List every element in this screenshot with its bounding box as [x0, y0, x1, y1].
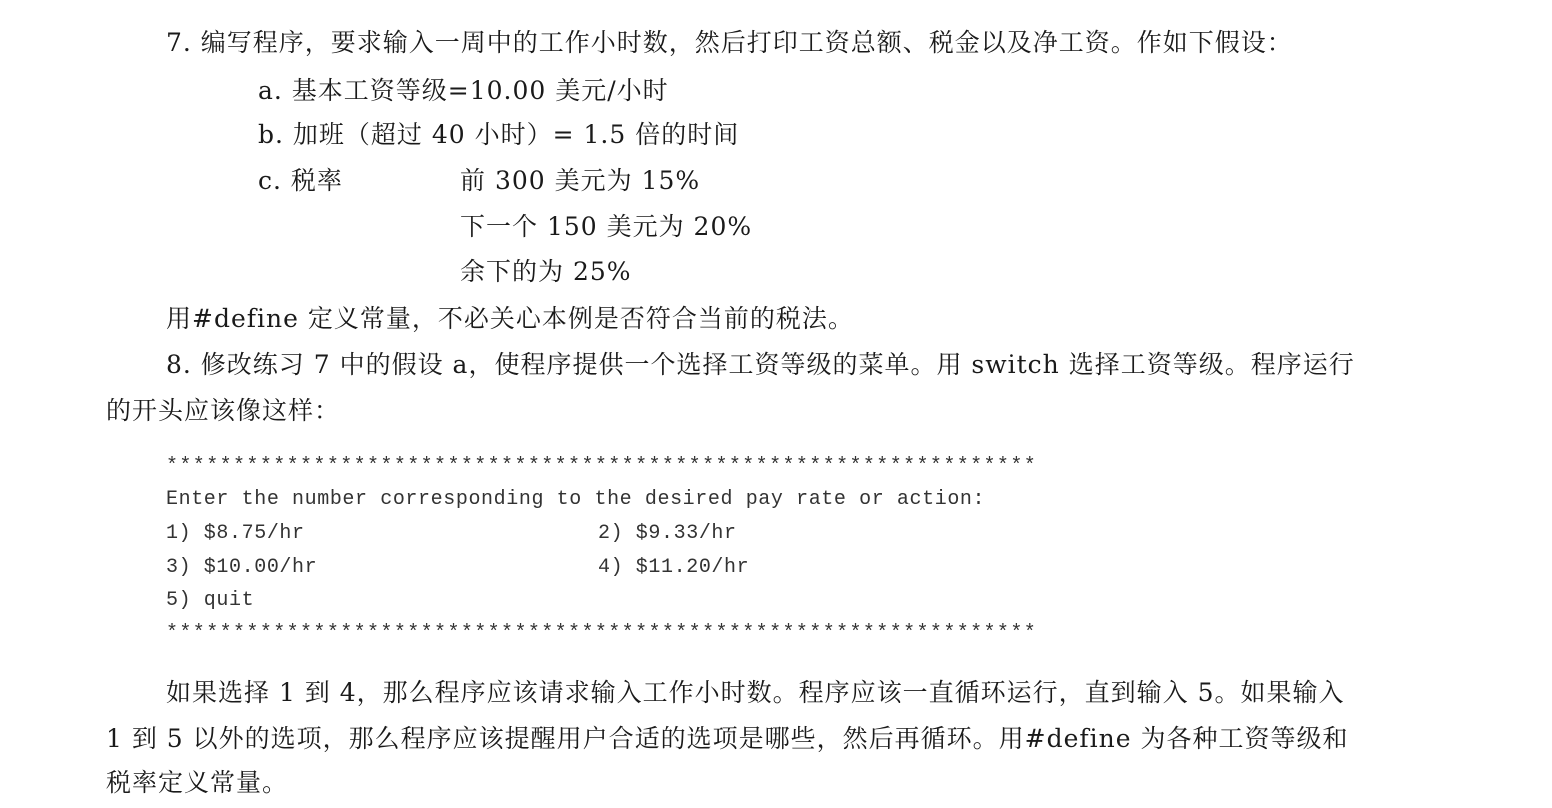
menu-option-5: 5) quit	[166, 589, 255, 612]
closing-line-3: 税率定义常量。	[106, 768, 289, 797]
menu-option-3: 3) $10.00/hr	[166, 556, 318, 579]
assumption-c-label: c. 税率	[258, 166, 343, 195]
menu-prompt: Enter the number corresponding to the desired pay rate or action:	[166, 488, 986, 511]
exercise-8-line-1: 8. 修改练习 7 中的假设 a，使程序提供一个选择工资等级的菜单。用 switch 选择工资等级。程序运行	[166, 350, 1355, 379]
exercise-7-intro: 7. 编写程序，要求输入一周中的工作小时数，然后打印工资总额、税金以及净工资。作如下假设：	[166, 28, 1293, 57]
menu-option-4: 4) $11.20/hr	[598, 556, 750, 579]
exercise-8-line-2: 的开头应该像这样：	[106, 396, 341, 425]
assumption-a: a. 基本工资等级=10.00 美元/小时	[258, 76, 669, 105]
closing-line-1: 如果选择 1 到 4，那么程序应该请求输入工作小时数。程序应该一直循环运行，直到输入 5。如果输入	[166, 678, 1345, 707]
menu-border-bottom: *****************************************************************	[166, 622, 1038, 645]
tax-rate-3: 余下的为 25%	[460, 257, 632, 286]
tax-rate-1: 前 300 美元为 15%	[460, 166, 701, 195]
exercise-7-note: 用#define 定义常量，不必关心本例是否符合当前的税法。	[166, 304, 854, 333]
tax-rate-2: 下一个 150 美元为 20%	[460, 212, 753, 241]
menu-border-top: *****************************************************************	[166, 455, 1038, 478]
assumption-b: b. 加班（超过 40 小时）= 1.5 倍的时间	[258, 120, 740, 149]
menu-option-1: 1) $8.75/hr	[166, 522, 305, 545]
menu-option-2: 2) $9.33/hr	[598, 522, 737, 545]
closing-line-2: 1 到 5 以外的选项，那么程序应该提醒用户合适的选项是哪些，然后再循环。用#define 为各种工资等级和	[106, 724, 1349, 753]
